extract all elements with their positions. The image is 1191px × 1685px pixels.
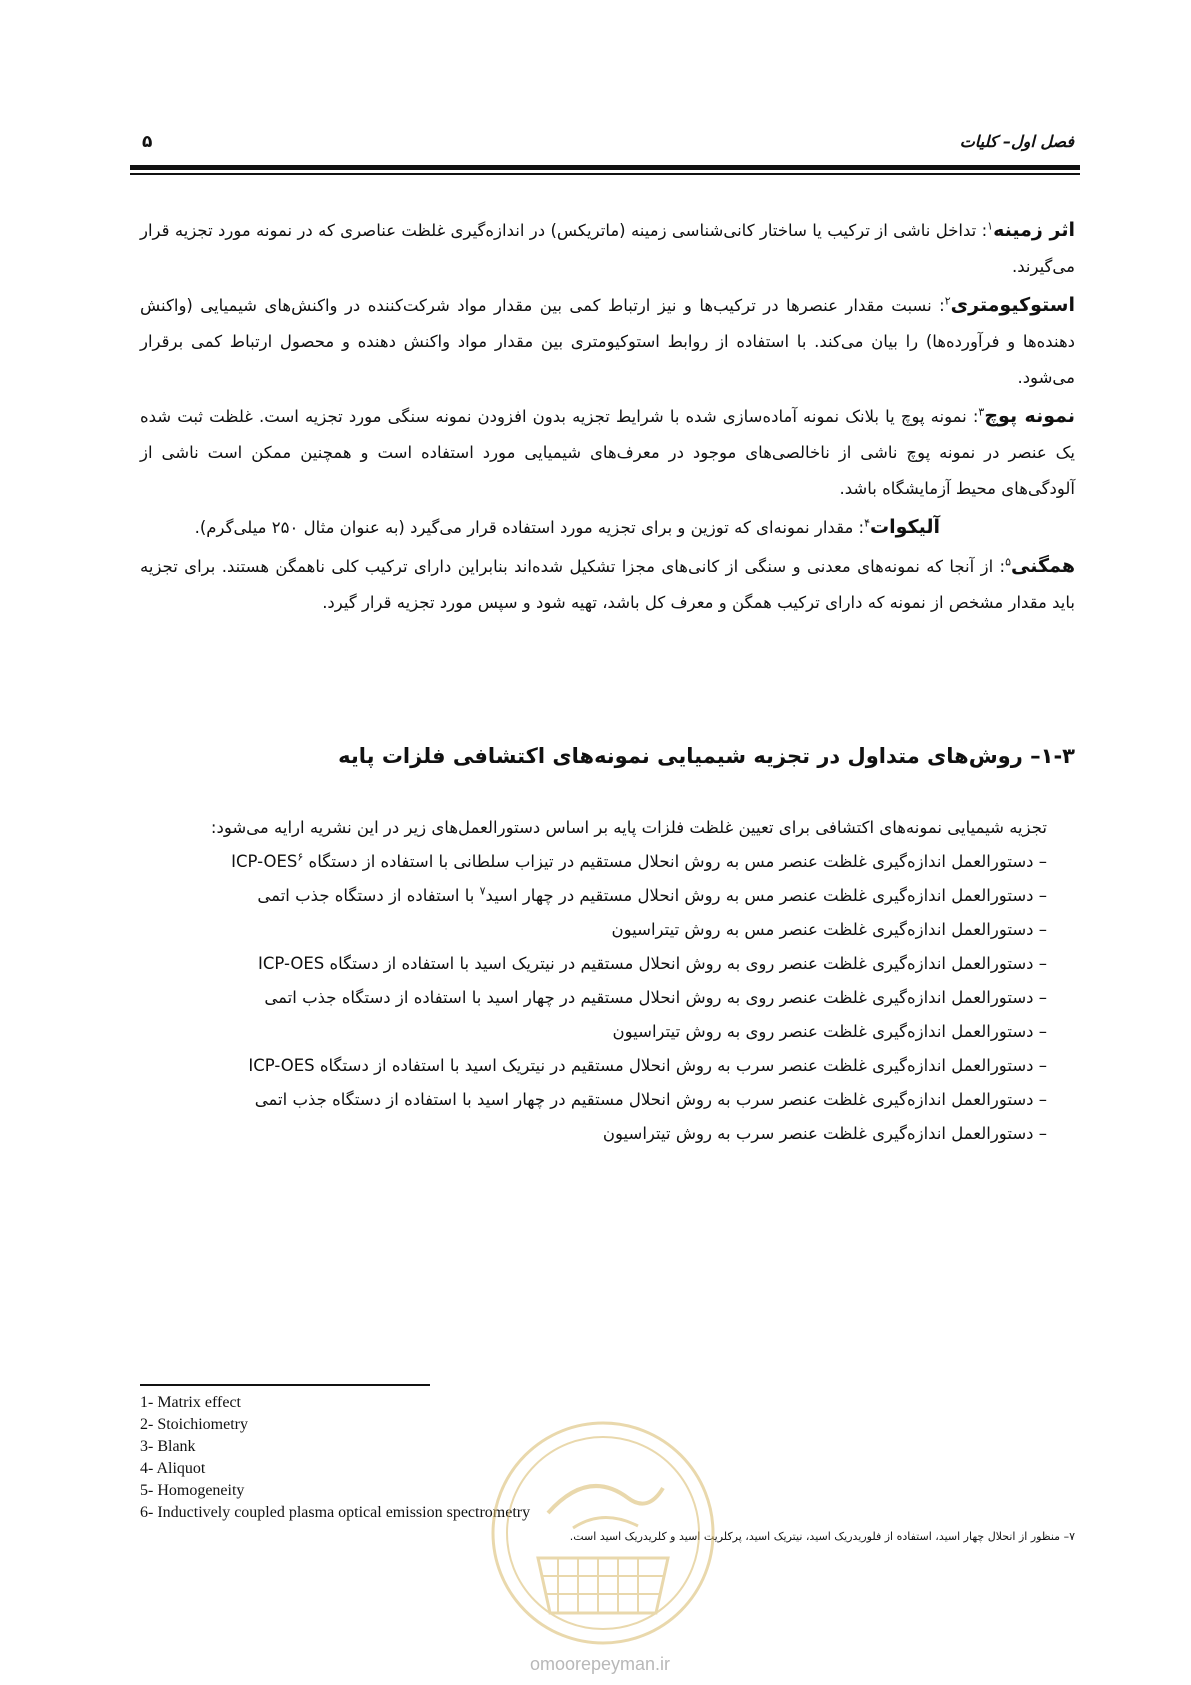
footnote-ref[interactable]: ۳ xyxy=(978,405,985,419)
section-heading: ۱-۳– روش‌های متداول در تجزیه شیمیایی نمونه‌های اکتشافی فلزات پایه xyxy=(338,744,1075,768)
method-text: دستورالعمل اندازه‌گیری غلظت عنصر مس به روش تیتراسیون xyxy=(611,920,1034,939)
footnote-ref[interactable]: ۱ xyxy=(987,219,994,233)
definition-paragraph xyxy=(140,509,1075,546)
chapter-title: فصل اول– کلیات xyxy=(959,132,1074,151)
page-header xyxy=(130,128,1080,168)
definition-text: : نسبت مقدار عنصرها در ترکیب‌ها و نیز ارتباط کمی بین مقدار مواد شرکت‌کننده در واکنش‌های شیمیایی (واکنش دهنده‌ها و فرآورده‌ها) را بیان می‌کند. با استفاده از روابط استوکیومتری بین مقدار مواد واکنش دهنده و محصول ارتباط کمی برقرار می‌شود. xyxy=(140,296,1075,387)
footnote-ref[interactable]: ۷ xyxy=(479,884,486,898)
footnote-item: 6- Inductively coupled plasma optical emission spectrometry xyxy=(140,1504,531,1521)
definition-paragraph xyxy=(140,548,1075,621)
definition-text: : مقدار نمونه‌ای که توزین و برای تجزیه مورد استفاده قرار می‌گیرد (به عنوان مثال ۲۵۰ میلی‌گرم). xyxy=(194,518,865,537)
method-text: دستورالعمل اندازه‌گیری غلظت عنصر سرب به روش تیتراسیون xyxy=(602,1124,1034,1143)
footnote-item: 3- Blank xyxy=(140,1438,196,1455)
page-number: ۵ xyxy=(142,132,153,152)
header-rule-thick xyxy=(130,165,1080,170)
footnote-item: 4- Aliquot xyxy=(140,1460,206,1477)
definition-text: : از آنجا که نمونه‌های معدنی و سنگی از کانی‌های مجزا تشکیل شده‌اند بنابراین دارای ترکیب کلی ناهمگن هستند. برای تجزیه باید مقدار مشخص از نمونه که دارای ترکیب همگن و معرف کل باشد، تهیه شود و سپس مورد تجزیه قرار گیرد. xyxy=(140,557,1075,612)
method-text: دستورالعمل اندازه‌گیری غلظت عنصر روی به روش انحلال مستقیم در نیتریک اسید با استفاده از دستگاه ICP-OES xyxy=(257,954,1034,973)
definitions-block xyxy=(140,212,1075,623)
method-item xyxy=(140,1050,1047,1082)
definition-term: آلیکوات xyxy=(870,516,940,538)
method-text: دستورالعمل اندازه‌گیری غلظت عنصر روی به روش انحلال مستقیم در چهار اسید با استفاده از دستگاه جذب اتمی xyxy=(264,988,1034,1007)
method-item xyxy=(140,914,1047,946)
footnote-persian: ۷– منظور از انحلال چهار اسید، استفاده از فلوریدریک اسید، نیتریک اسید، پرکلریت اسید و کلریدریک اسید است. xyxy=(569,1530,1075,1543)
method-item xyxy=(140,1016,1047,1048)
footnote-item: 5- Homogeneity xyxy=(140,1482,245,1499)
method-item xyxy=(140,880,1047,912)
methods-intro: تجزیه شیمیایی نمونه‌های اکتشافی برای تعیین غلظت فلزات پایه بر اساس دستورالعمل‌های زیر در این نشریه ارایه می‌شود: xyxy=(210,818,1047,837)
method-item xyxy=(140,846,1047,878)
method-text: دستورالعمل اندازه‌گیری غلظت عنصر مس به روش انحلال مستقیم در تیزاب سلطانی با استفاده از دستگاه ICP-OES xyxy=(231,852,1034,871)
method-item xyxy=(140,948,1047,980)
method-text: دستورالعمل اندازه‌گیری غلظت عنصر روی به روش تیتراسیون xyxy=(612,1022,1034,1041)
method-item xyxy=(140,1084,1047,1116)
method-item xyxy=(140,1118,1047,1150)
methods-list xyxy=(140,846,1047,1150)
footnote-divider xyxy=(140,1384,430,1386)
method-text-continued: با استفاده از دستگاه جذب اتمی xyxy=(257,886,480,905)
definition-text: : تداخل ناشی از ترکیب یا ساختار کانی‌شناسی زمینه (ماتریکس) در اندازه‌گیری غلظت عناصری که در نمونه مورد تجزیه قرار می‌گیرند. xyxy=(140,221,1075,276)
definition-term: نمونه پوچ xyxy=(984,405,1075,427)
footnote-item: 2- Stoichiometry xyxy=(140,1416,248,1433)
definition-paragraph xyxy=(140,398,1075,507)
methods-block xyxy=(140,812,1047,1152)
definition-paragraph xyxy=(140,212,1075,285)
method-item xyxy=(140,982,1047,1014)
footnote-ref[interactable]: ۶ xyxy=(297,850,304,864)
footnote-ref[interactable]: ۵ xyxy=(1005,555,1012,569)
method-text: دستورالعمل اندازه‌گیری غلظت عنصر سرب به روش انحلال مستقیم در نیتریک اسید با استفاده از دستگاه ICP-OES xyxy=(248,1056,1034,1075)
definition-term: استوکیومتری xyxy=(950,294,1075,316)
definition-paragraph xyxy=(140,287,1075,396)
footnote-ref[interactable]: ۲ xyxy=(944,294,951,308)
method-text: دستورالعمل اندازه‌گیری غلظت عنصر مس به روش انحلال مستقیم در چهار اسید xyxy=(485,886,1034,905)
footnote-ref[interactable]: ۴ xyxy=(864,516,871,530)
definition-text: : نمونه پوچ یا بلانک نمونه آماده‌سازی شده با شرایط تجزیه بدون افزودن نمونه سنگی مورد تجزیه است. غلظت ثبت شده یک عنصر در نمونه پوچ ناشی از ناخالصی‌های موجود در معرف‌های شیمیایی مورد استفاده است و همچنین ممکن است ناشی از آلودگی‌های محیط آزمایشگاه باشد. xyxy=(140,407,1075,498)
method-text: دستورالعمل اندازه‌گیری غلظت عنصر سرب به روش انحلال مستقیم در چهار اسید با استفاده از دستگاه جذب اتمی xyxy=(254,1090,1034,1109)
watermark-logo-icon xyxy=(478,1408,728,1658)
header-rule-thin xyxy=(130,173,1080,175)
watermark-text: omoorepeyman.ir xyxy=(529,1654,671,1674)
definition-term: اثر زمینه xyxy=(993,219,1075,241)
definition-term: همگنی xyxy=(1011,555,1075,577)
footnote-item: 1- Matrix effect xyxy=(140,1394,241,1411)
